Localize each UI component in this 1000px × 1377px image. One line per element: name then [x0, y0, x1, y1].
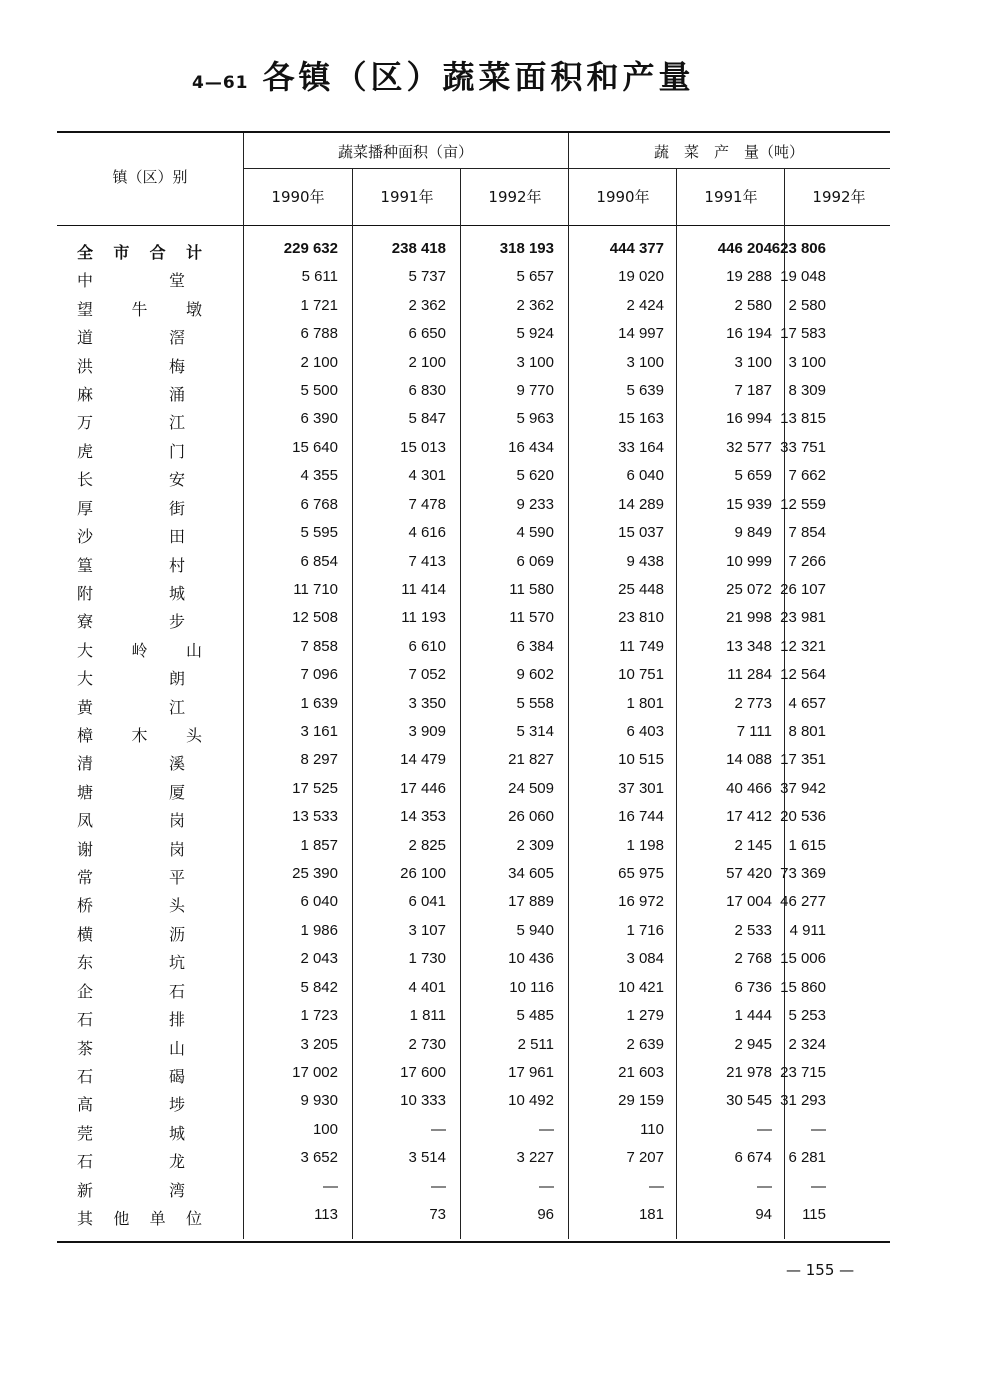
- table-cell: 4 657: [788, 695, 826, 712]
- table-row: [57, 553, 890, 579]
- row-label: 洪梅: [77, 357, 185, 376]
- year-header: 1992年: [812, 188, 866, 206]
- table-cell: 17 004: [726, 893, 772, 910]
- table-row: [57, 808, 890, 834]
- table-cell: 25 390: [292, 865, 338, 882]
- table-cell: 3 205: [300, 1036, 338, 1053]
- table-cell: 33 164: [618, 439, 664, 456]
- table-row: [57, 950, 890, 976]
- table-row: [57, 1178, 890, 1204]
- table-cell: 4 590: [516, 524, 554, 541]
- table-row: [57, 496, 890, 522]
- table-cell: 7 207: [626, 1149, 664, 1166]
- table-cell: 17 583: [780, 325, 826, 342]
- table-cell: 37 942: [780, 780, 826, 797]
- table-cell: 26 060: [508, 808, 554, 825]
- table-cell: 2 424: [626, 297, 664, 314]
- table-cell: 19 020: [618, 268, 664, 285]
- table-cell: 5 940: [516, 922, 554, 939]
- table-cell: 444 377: [609, 240, 664, 257]
- table-cell: 4 911: [789, 922, 826, 939]
- row-label: 望牛墩: [77, 300, 202, 319]
- table-cell: 2 511: [517, 1036, 554, 1053]
- table-cell: 5 847: [408, 410, 446, 427]
- table-cell: 5 842: [300, 979, 338, 996]
- table-cell: 16 194: [726, 325, 772, 342]
- row-label: 桥头: [77, 896, 185, 915]
- table-cell: 238 418: [391, 240, 446, 257]
- table-cell: 15 640: [292, 439, 338, 456]
- table-cell: 5 924: [516, 325, 554, 342]
- table-cell: 7 413: [408, 553, 446, 570]
- row-label: 石排: [77, 1010, 185, 1029]
- header-bottom-rule: [57, 225, 890, 226]
- table-cell: 21 978: [726, 1064, 772, 1081]
- table-cell: 16 994: [726, 410, 772, 427]
- table-cell: 6 281: [788, 1149, 826, 1166]
- table-cell: 10 333: [400, 1092, 446, 1109]
- row-label: 横沥: [77, 925, 185, 944]
- table-cell: 7 052: [408, 666, 446, 683]
- table-cell: 9 849: [734, 524, 772, 541]
- table-cell: 3 161: [300, 723, 338, 740]
- table-cell: 15 013: [400, 439, 446, 456]
- table-row: [57, 581, 890, 607]
- row-label: 新湾: [77, 1181, 185, 1200]
- table-cell: 14 997: [618, 325, 664, 342]
- table-row: [57, 865, 890, 891]
- table-title: 各镇（区）蔬菜面积和产量: [262, 58, 695, 96]
- table-cell: 15 939: [726, 496, 772, 513]
- table-cell: 11 749: [619, 638, 664, 655]
- table-cell: 5 485: [516, 1007, 554, 1024]
- table-cell: 12 564: [780, 666, 826, 683]
- table-cell: 2 639: [626, 1036, 664, 1053]
- row-label: 寮步: [77, 612, 185, 631]
- table-cell: 9 930: [300, 1092, 338, 1109]
- table-cell: 15 037: [618, 524, 664, 541]
- row-label: 石龙: [77, 1152, 185, 1171]
- table-cell: 2 324: [788, 1036, 826, 1053]
- table-cell: 9 602: [516, 666, 554, 683]
- table-cell: 8 801: [788, 723, 826, 740]
- table-cell: 17 446: [400, 780, 446, 797]
- table-cell: 1 857: [300, 837, 338, 854]
- table-cell: 6 854: [300, 553, 338, 570]
- table-row: [57, 354, 890, 380]
- table-row: [57, 751, 890, 777]
- row-label: 企石: [77, 982, 185, 1001]
- table-row: [57, 1206, 890, 1232]
- table-cell: 5 595: [300, 524, 338, 541]
- top-rule: [57, 131, 890, 133]
- row-label: 麻涌: [77, 385, 185, 404]
- table-cell: 15 860: [780, 979, 826, 996]
- row-label: 凤岗: [77, 811, 185, 830]
- table-cell: —: [431, 1178, 446, 1195]
- table-cell: 7 858: [300, 638, 338, 655]
- table-cell: 115: [802, 1206, 826, 1223]
- table-cell: 6 610: [408, 638, 446, 655]
- table-cell: 17 525: [292, 780, 338, 797]
- table-cell: 9 770: [516, 382, 554, 399]
- table-cell: 4 401: [408, 979, 446, 996]
- table-cell: 16 972: [618, 893, 664, 910]
- table-cell: 1 716: [626, 922, 664, 939]
- table-row: [57, 240, 890, 266]
- row-label: 道滘: [77, 328, 185, 347]
- table-cell: 24 509: [508, 780, 554, 797]
- table-cell: 94: [755, 1206, 772, 1223]
- year-header: 1990年: [596, 188, 650, 206]
- table-cell: 14 088: [726, 751, 772, 768]
- table-row: [57, 1007, 890, 1033]
- table-cell: 3 100: [734, 354, 772, 371]
- table-cell: 1 198: [626, 837, 664, 854]
- table-cell: 31 293: [780, 1092, 826, 1109]
- table-cell: 25 448: [618, 581, 664, 598]
- table-cell: —: [431, 1121, 446, 1138]
- table-cell: 1 986: [300, 922, 338, 939]
- table-cell: 13 533: [292, 808, 338, 825]
- table-cell: 2 362: [516, 297, 554, 314]
- table-cell: 4 301: [408, 467, 446, 484]
- table-cell: 40 466: [726, 780, 772, 797]
- table-number: 4—61: [192, 73, 249, 93]
- row-label: 沙田: [77, 527, 185, 546]
- table-cell: 26 100: [400, 865, 446, 882]
- table-cell: 14 289: [618, 496, 664, 513]
- table-cell: 11 580: [509, 581, 554, 598]
- table-cell: 23 715: [780, 1064, 826, 1081]
- table-cell: 229 632: [283, 240, 338, 257]
- row-label: 其他单位: [77, 1209, 202, 1228]
- row-label: 樟木头: [77, 726, 202, 745]
- table-cell: 3 350: [408, 695, 446, 712]
- table-cell: 23 810: [618, 609, 664, 626]
- table-cell: 19 288: [726, 268, 772, 285]
- table-cell: 10 999: [726, 553, 772, 570]
- table-cell: 17 412: [726, 808, 772, 825]
- table-row: [57, 723, 890, 749]
- row-label: 大岭山: [77, 641, 202, 660]
- row-label: 附城: [77, 584, 185, 603]
- table-cell: —: [323, 1178, 338, 1195]
- table-cell: 110: [640, 1121, 664, 1138]
- table-cell: 5 620: [516, 467, 554, 484]
- table-row: [57, 666, 890, 692]
- table-cell: 29 159: [618, 1092, 664, 1109]
- table-cell: 10 515: [618, 751, 664, 768]
- table-cell: 20 536: [780, 808, 826, 825]
- table-cell: 16 744: [618, 808, 664, 825]
- table-cell: 6 040: [626, 467, 664, 484]
- table-row: [57, 1064, 890, 1090]
- table-cell: 65 975: [618, 865, 664, 882]
- table-cell: —: [649, 1178, 664, 1195]
- table-cell: 15 006: [780, 950, 826, 967]
- table-cell: 3 084: [626, 950, 664, 967]
- table-cell: 34 605: [508, 865, 554, 882]
- table-cell: 6 384: [516, 638, 554, 655]
- table-cell: 11 284: [727, 666, 772, 683]
- table-cell: 7 662: [788, 467, 826, 484]
- table-cell: 6 830: [408, 382, 446, 399]
- table-cell: 10 421: [618, 979, 664, 996]
- year-header: 1992年: [488, 188, 542, 206]
- row-label: 长安: [77, 470, 185, 489]
- table-cell: 73 369: [780, 865, 826, 882]
- table-cell: 17 600: [400, 1064, 446, 1081]
- table-cell: 113: [314, 1206, 338, 1223]
- row-label: 万江: [77, 413, 185, 432]
- table-cell: 2 043: [300, 950, 338, 967]
- page-number: — 155 —: [786, 1261, 855, 1279]
- table-row: [57, 297, 890, 323]
- table-cell: 623 806: [771, 240, 826, 257]
- table-cell: 7 111: [736, 723, 772, 740]
- table-cell: —: [757, 1121, 772, 1138]
- row-label: 高埗: [77, 1095, 185, 1114]
- table-cell: 6 768: [300, 496, 338, 513]
- table-cell: 25 072: [726, 581, 772, 598]
- table-cell: 1 811: [409, 1007, 446, 1024]
- table-cell: 100: [312, 1121, 338, 1138]
- table-cell: 2 145: [734, 837, 772, 854]
- table-cell: —: [539, 1121, 554, 1138]
- table-cell: 37 301: [618, 780, 664, 797]
- row-label: 谢岗: [77, 840, 185, 859]
- table-row: [57, 780, 890, 806]
- table-cell: 5 737: [408, 268, 446, 285]
- table-cell: 14 353: [400, 808, 446, 825]
- table-cell: 4 616: [408, 524, 446, 541]
- table-cell: 6 069: [516, 553, 554, 570]
- table-cell: 73: [429, 1206, 446, 1223]
- table-cell: 1 721: [300, 297, 338, 314]
- table-cell: 2 580: [734, 297, 772, 314]
- table-row: [57, 638, 890, 664]
- table-row: [57, 1121, 890, 1147]
- table-cell: 12 559: [780, 496, 826, 513]
- table-cell: 13 348: [726, 638, 772, 655]
- page-title: [192, 52, 695, 98]
- year-header: 1990年: [271, 188, 325, 206]
- table-cell: 2 533: [734, 922, 772, 939]
- table-cell: —: [539, 1178, 554, 1195]
- table-cell: —: [811, 1121, 826, 1138]
- table-cell: 1 723: [300, 1007, 338, 1024]
- table-cell: 2 773: [734, 695, 772, 712]
- row-label: 石碣: [77, 1067, 185, 1086]
- table-row: [57, 410, 890, 436]
- table-cell: 446 204: [717, 240, 772, 257]
- table-cell: 19 048: [780, 268, 826, 285]
- table-cell: 5 659: [734, 467, 772, 484]
- table-cell: 4 355: [300, 467, 338, 484]
- row-label: 莞城: [77, 1124, 185, 1143]
- table-row: [57, 1092, 890, 1118]
- year-header: 1991年: [704, 188, 758, 206]
- table-cell: 16 434: [508, 439, 554, 456]
- table-row: [57, 467, 890, 493]
- table-row: [57, 979, 890, 1005]
- row-label: 虎门: [77, 442, 185, 461]
- table-cell: 2 580: [788, 297, 826, 314]
- table-cell: 26 107: [780, 581, 826, 598]
- table-cell: 96: [537, 1206, 554, 1223]
- table-cell: 6 390: [300, 410, 338, 427]
- table-row: [57, 439, 890, 465]
- table-cell: 1 279: [626, 1007, 664, 1024]
- table-cell: 17 889: [508, 893, 554, 910]
- table-cell: 6 650: [408, 325, 446, 342]
- table-cell: 2 825: [408, 837, 446, 854]
- row-label: 篁村: [77, 556, 185, 575]
- table-cell: 5 500: [300, 382, 338, 399]
- table-cell: 15 163: [618, 410, 664, 427]
- table-cell: 318 193: [499, 240, 554, 257]
- table-cell: 2 945: [734, 1036, 772, 1053]
- table-cell: 14 479: [400, 751, 446, 768]
- table-row: [57, 609, 890, 635]
- table-cell: 2 100: [408, 354, 446, 371]
- table-cell: 11 414: [401, 581, 446, 598]
- table-cell: —: [811, 1178, 826, 1195]
- row-label: 塘厦: [77, 783, 185, 802]
- table-cell: 11 193: [401, 609, 446, 626]
- table-cell: 5 963: [516, 410, 554, 427]
- table-cell: 6 788: [300, 325, 338, 342]
- table-row: [57, 837, 890, 863]
- table-cell: 3 100: [626, 354, 664, 371]
- table-row: [57, 382, 890, 408]
- table-cell: 2 730: [408, 1036, 446, 1053]
- row-label: 大朗: [77, 669, 185, 688]
- table-cell: 5 253: [788, 1007, 826, 1024]
- table-cell: 10 116: [509, 979, 554, 996]
- table-cell: 7 854: [788, 524, 826, 541]
- table-cell: 7 478: [408, 496, 446, 513]
- table-cell: 17 351: [780, 751, 826, 768]
- row-label: 黄江: [77, 698, 185, 717]
- table-cell: 8 297: [300, 751, 338, 768]
- table-row: [57, 524, 890, 550]
- table-row: [57, 695, 890, 721]
- table-cell: 5 611: [301, 268, 338, 285]
- table-cell: 12 508: [292, 609, 338, 626]
- row-label: 茶山: [77, 1039, 185, 1058]
- table-cell: 10 436: [508, 950, 554, 967]
- table-cell: 7 187: [734, 382, 772, 399]
- table-row: [57, 1036, 890, 1062]
- table-cell: 12 321: [780, 638, 826, 655]
- table-cell: 3 514: [408, 1149, 446, 1166]
- bottom-rule: [57, 1241, 890, 1243]
- table-row: [57, 1149, 890, 1175]
- table-cell: 6 736: [734, 979, 772, 996]
- year-header: 1991年: [380, 188, 434, 206]
- table-cell: 3 107: [408, 922, 446, 939]
- table-cell: 9 233: [516, 496, 554, 513]
- table-cell: 33 751: [780, 439, 826, 456]
- table-cell: 6 403: [626, 723, 664, 740]
- table-cell: 21 603: [618, 1064, 664, 1081]
- table-cell: 5 657: [516, 268, 554, 285]
- table-cell: 23 981: [780, 609, 826, 626]
- table-cell: 5 558: [516, 695, 554, 712]
- table-cell: 8 309: [788, 382, 826, 399]
- table-cell: 1 730: [408, 950, 446, 967]
- table-cell: 2 100: [300, 354, 338, 371]
- group-divider: [243, 168, 890, 169]
- table-cell: 21 827: [508, 751, 554, 768]
- table-cell: 5 314: [516, 723, 554, 740]
- table-cell: 3 652: [300, 1149, 338, 1166]
- table-cell: 57 420: [726, 865, 772, 882]
- row-label: 全市合计: [77, 243, 202, 262]
- table-cell: 3 100: [516, 354, 554, 371]
- table-row: [57, 325, 890, 351]
- table-cell: 6 041: [408, 893, 446, 910]
- table-cell: 7 096: [300, 666, 338, 683]
- table-cell: 21 998: [726, 609, 772, 626]
- table-cell: 10 751: [618, 666, 664, 683]
- table-cell: 11 570: [509, 609, 554, 626]
- table-cell: 1 801: [626, 695, 664, 712]
- table-cell: 1 639: [300, 695, 338, 712]
- table-cell: 6 674: [734, 1149, 772, 1166]
- table-cell: 10 492: [508, 1092, 554, 1109]
- table-cell: 5 639: [626, 382, 664, 399]
- row-label: 中堂: [77, 271, 185, 290]
- table-cell: 17 002: [292, 1064, 338, 1081]
- table-cell: 6 040: [300, 893, 338, 910]
- table-cell: 3 909: [408, 723, 446, 740]
- table-cell: 9 438: [626, 553, 664, 570]
- table-cell: 3 227: [516, 1149, 554, 1166]
- table-cell: 17 961: [508, 1064, 554, 1081]
- table-cell: 1 615: [788, 837, 826, 854]
- table-cell: —: [757, 1178, 772, 1195]
- table-cell: 7 266: [788, 553, 826, 570]
- table-row: [57, 893, 890, 919]
- group-header-output: 蔬 菜 产 量（吨）: [653, 143, 804, 161]
- table-cell: 2 362: [408, 297, 446, 314]
- table-cell: 11 710: [293, 581, 338, 598]
- row-label: 东坑: [77, 953, 185, 972]
- table-cell: 2 309: [516, 837, 554, 854]
- row-header: 镇（区）别: [112, 168, 188, 186]
- row-label: 厚街: [77, 499, 185, 518]
- table-cell: 32 577: [726, 439, 772, 456]
- table-cell: 1 444: [734, 1007, 772, 1024]
- table-cell: 2 768: [734, 950, 772, 967]
- table-cell: 13 815: [780, 410, 826, 427]
- table-row: [57, 268, 890, 294]
- table-cell: 181: [638, 1206, 664, 1223]
- table-row: [57, 922, 890, 948]
- group-header-area: 蔬菜播种面积（亩）: [337, 143, 473, 161]
- table-cell: 3 100: [788, 354, 826, 371]
- row-label: 清溪: [77, 754, 185, 773]
- table-cell: 30 545: [726, 1092, 772, 1109]
- row-label: 常平: [77, 868, 185, 887]
- table-cell: 46 277: [780, 893, 826, 910]
